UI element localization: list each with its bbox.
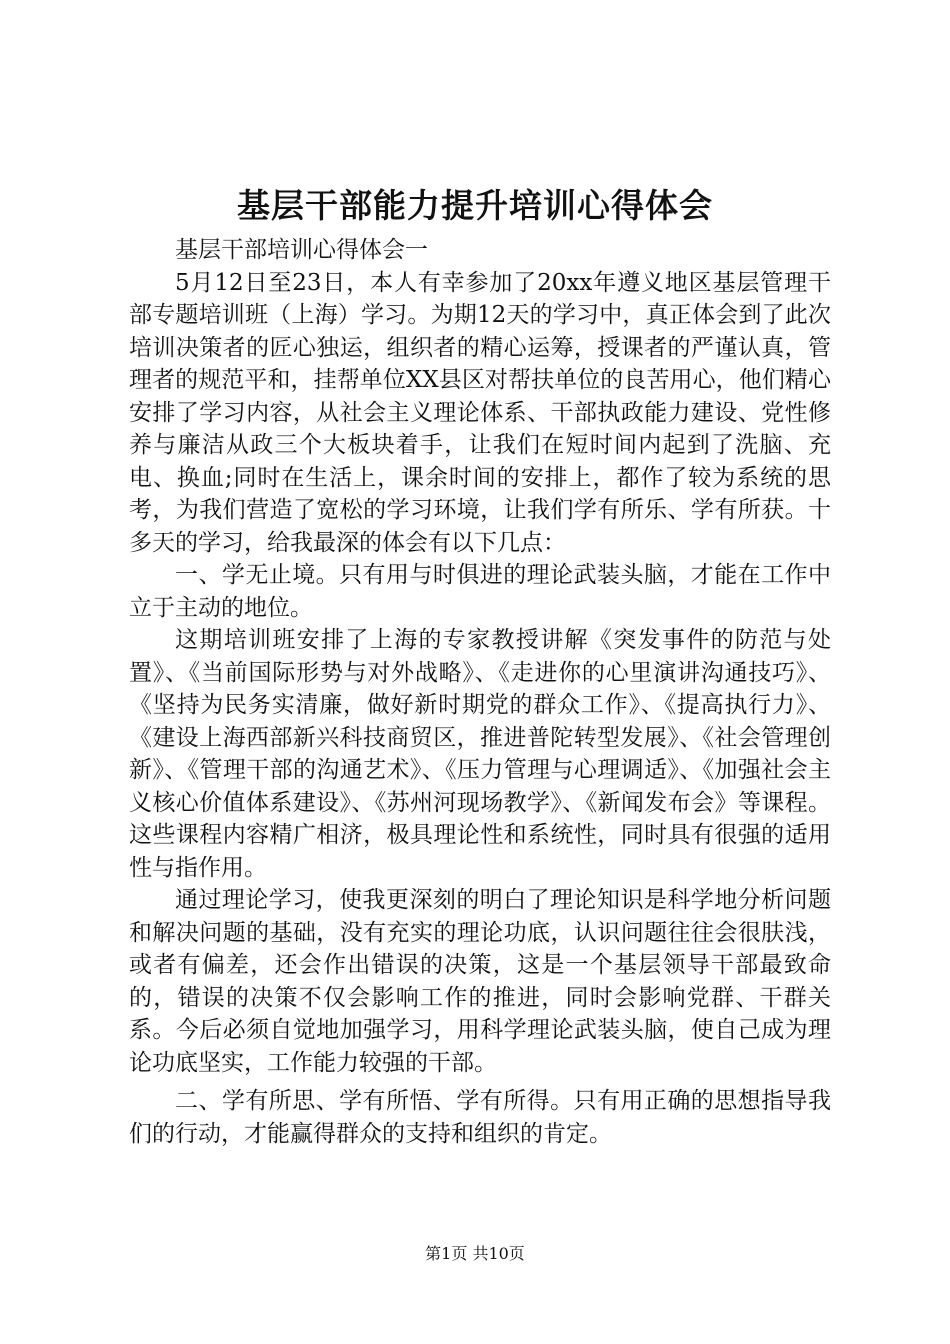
page-footer: 第1页 共10页 bbox=[425, 1244, 525, 1263]
paragraph-point-one-heading: 一、学无止境。只有用与时俱进的理论武装头脑，才能在工作中立于主动的地位。 bbox=[129, 562, 831, 621]
paragraph-point-two-heading: 二、学有所思、学有所悟、学有所得。只有用正确的思想指导我们的行动，才能赢得群众的支持和组织的肯定。 bbox=[129, 1088, 831, 1147]
paragraph-theory-study: 通过理论学习，使我更深刻的明白了理论知识是科学地分析问题和解决问题的基础，没有充实的理论功底，认识问题往往会很肤浅，或者有偏差，还会作出错误的决策，这是一个基层领导干部最致命的，错误的决策不仅会影响工作的推进，同时会影响党群、干群关系。今后必须自觉地加强学习，用科学理论武装头脑，使自己成为理论功底坚实，工作能力较强的干部。 bbox=[129, 887, 831, 1076]
document-title: 基层干部能力提升培训心得体会 bbox=[237, 186, 713, 225]
document-body bbox=[129, 234, 831, 1150]
paragraph-course-list: 这期培训班安排了上海的专家教授讲解《突发事件的防范与处置》、《当前国际形势与对外战略》、《走进你的心里演讲沟通技巧》、《坚持为民务实清廉，做好新时期党的群众工作》、《提高执行力》、《建设上海西部新兴科技商贸区，推进普陀转型发展》、《社会管理创新》、《管理干部的沟通艺术》、《压力管理与心理调适》、《加强社会主义核心价值体系建设》、《苏州河现场教学》、《新闻发布会》等课程。这些课程内容精广相济，极具理论性和系统性，同时具有很强的适用性与指作用。 bbox=[129, 627, 831, 881]
paragraph-intro: 5月12日至23日，本人有幸参加了20xx年遵义地区基层管理干部专题培训班（上海）学习。为期12天的学习中，真正体会到了此次培训决策者的匠心独运，组织者的精心运筹，授课者的严谨认真，管理者的规范平和，挂帮单位XX县区对帮扶单位的良苦用心，他们精心安排了学习内容，从社会主义理论体系、干部执政能力建设、党性修养与廉洁从政三个大板块着手，让我们在短时间内起到了洗脑、充电、换血;同时在生活上，课余时间的安排上，都作了较为系统的思考，为我们营造了宽松的学习环境，让我们学有所乐、学有所获。十多天的学习，给我最深的体会有以下几点： bbox=[129, 269, 831, 556]
section-subtitle: 基层干部培训心得体会一 bbox=[175, 237, 428, 263]
